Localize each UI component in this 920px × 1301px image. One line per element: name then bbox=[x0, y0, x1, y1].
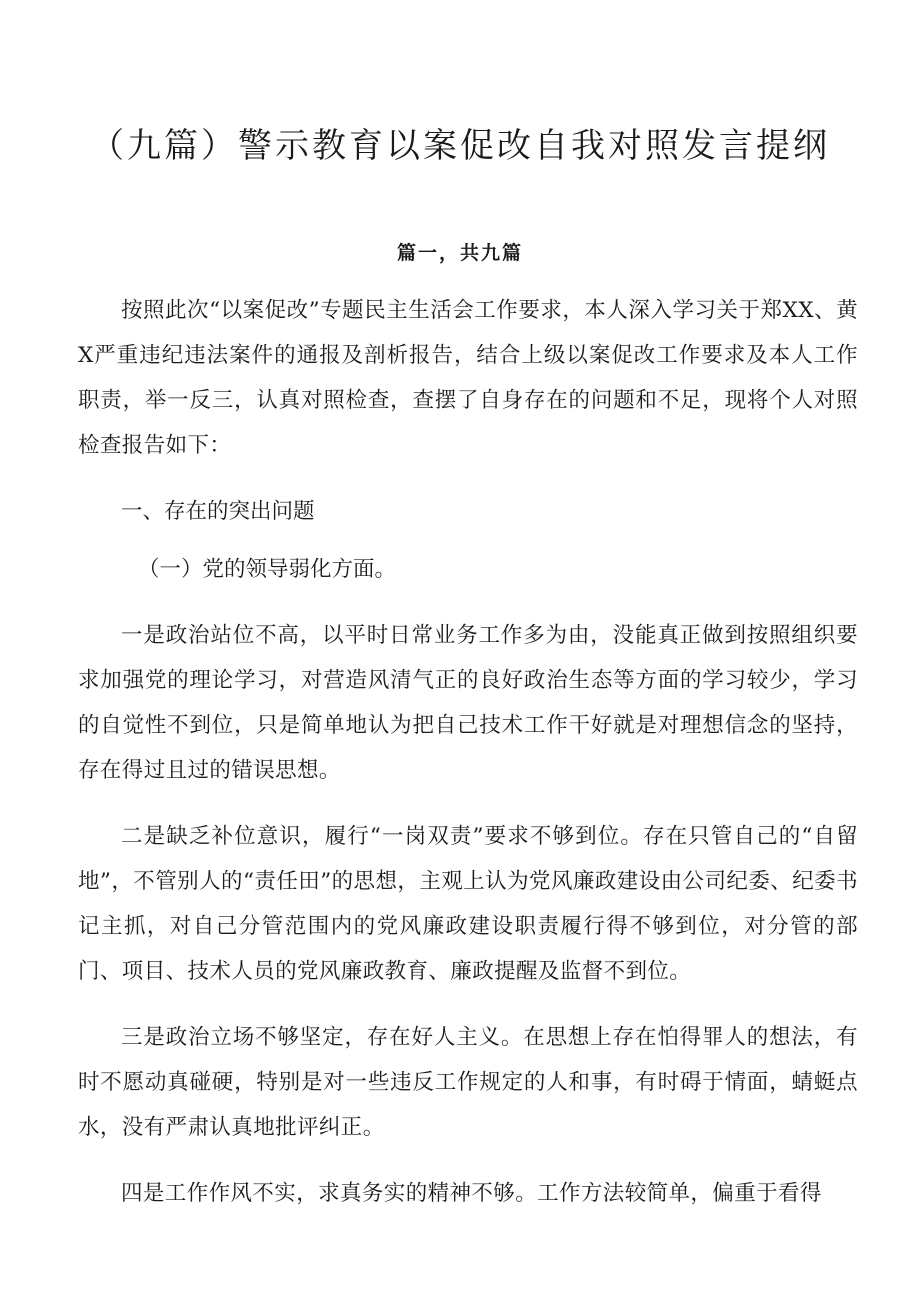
intro-paragraph: 按照此次“以案促改”专题民主生活会工作要求，本人深入学习关于郑XX、黄X严重违纪违法案件的通报及剖析报告，结合上级以案促改工作要求及本人工作职责，举一反三，认真对照检查，查摆了自身存在的问题和不足，现将个人对照检查报告如下： bbox=[78, 298, 858, 458]
body-paragraph: 四是工作作风不实，求真务实的精神不够。工作方法较简单，偏重于看得 bbox=[121, 1181, 822, 1206]
subsection-heading: （一）党的领导弱化方面。 bbox=[138, 557, 397, 582]
body-paragraph: 一是政治站位不高，以平时日常业务工作多为由，没能真正做到按照组织要求加强党的理论学习，对营造风清气正的良好政治生态等方面的学习较少，学习的自觉性不到位，只是简单地认为把自己技术工作干好就是对理想信念的坚持，存在得过且过的错误思想。 bbox=[78, 623, 858, 783]
document-body bbox=[78, 288, 858, 1237]
document-subtitle: 篇一，共九篇 bbox=[396, 242, 523, 264]
section-heading: 一、存在的突出问题 bbox=[121, 499, 315, 524]
document-title: （九篇）警示教育以案促改自我对照发言提纲 bbox=[90, 126, 830, 166]
body-paragraph: 二是缺乏补位意识，履行“一岗双责”要求不够到位。存在只管自己的“自留地”，不管别人的“责任田”的思想，主观上认为党风廉政建设由公司纪委、纪委书记主抓，对自己分管范围内的党风廉政建设职责履行得不够到位，对分管的部门、项目、技术人员的党风廉政教育、廉政提醒及监督不到位。 bbox=[78, 824, 858, 984]
body-paragraph: 三是政治立场不够坚定，存在好人主义。在思想上存在怕得罪人的想法，有时不愿动真碰硬，特别是对一些违反工作规定的人和事，有时碍于情面，蜻蜓点水，没有严肃认真地批评纠正。 bbox=[78, 1025, 858, 1140]
